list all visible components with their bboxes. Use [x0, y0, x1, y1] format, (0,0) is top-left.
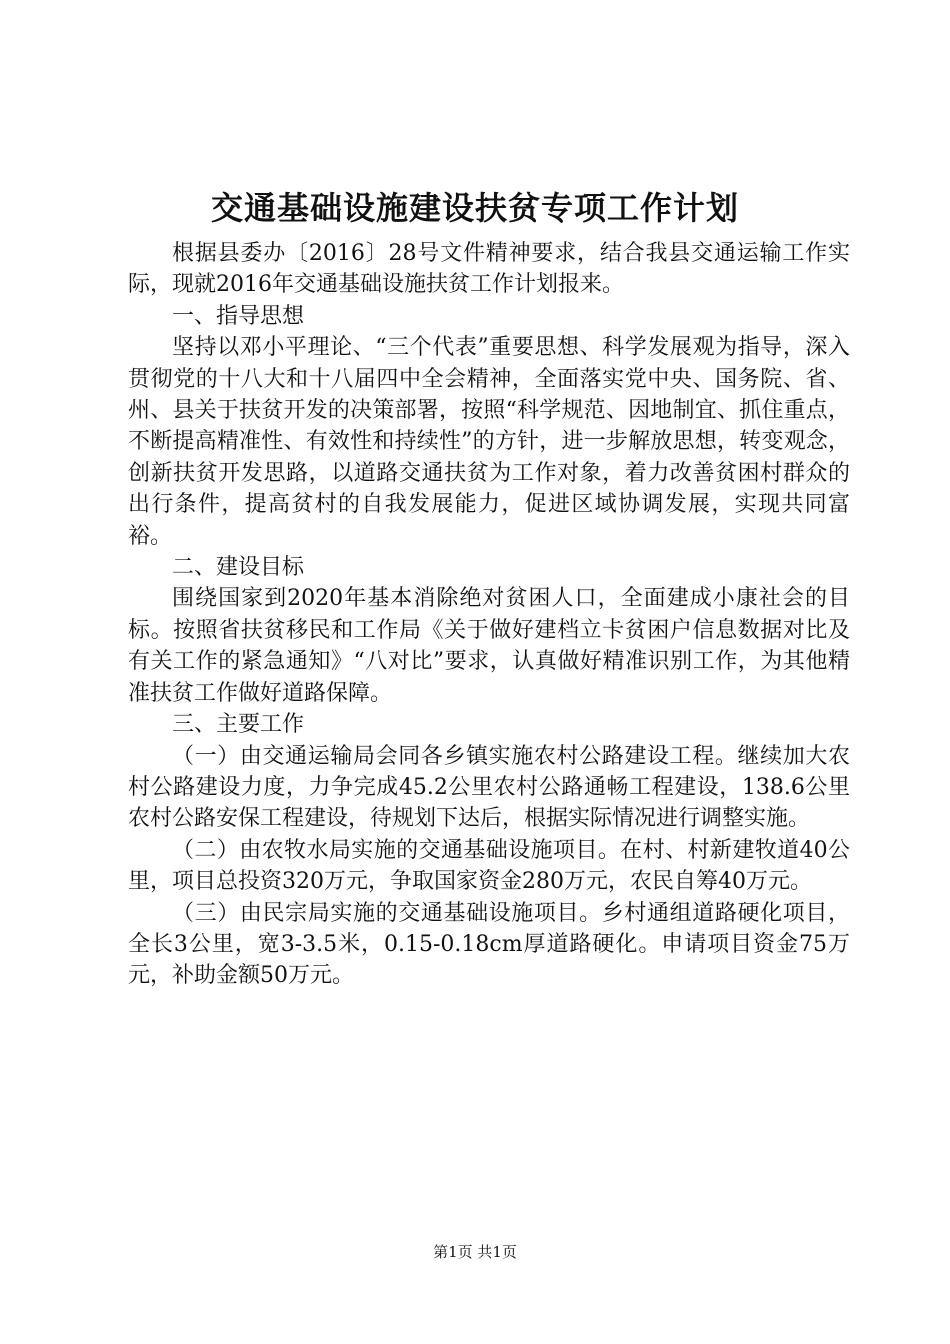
page-footer: 第1页 共1页 — [433, 1243, 517, 1261]
main-work-item-1: （一）由交通运输局会同各乡镇实施农村公路建设工程。继续加大农村公路建设力度，力争完成45.2公里农村公路通畅工程建设，138.6公里农村公路安保工程建设，待规划下达后，根据实际情况进行调整实施。 — [128, 743, 850, 832]
section-heading-guiding-ideology: 一、指导思想 — [172, 303, 305, 329]
main-work-item-2: （二）由农牧水局实施的交通基础设施项目。在村、村新建牧道40公里，项目总投资320万元，争取国家资金280万元，农民自筹40万元。 — [128, 837, 850, 895]
construction-goals-paragraph: 围绕国家到2020年基本消除绝对贫困人口，全面建成小康社会的目标。按照省扶贫移民和工作局《关于做好建档立卡贫困户信息数据对比及有关工作的紧急通知》“八对比”要求，认真做好精准识别工作，为其他精准扶贫工作做好道路保障。 — [128, 586, 850, 706]
intro-paragraph: 根据县委办〔2016〕28号文件精神要求，结合我县交通运输工作实际，现就2016年交通基础设施扶贫工作计划报来。 — [128, 241, 850, 298]
section-heading-main-work: 三、主要工作 — [172, 712, 305, 738]
main-work-item-3: （三）由民宗局实施的交通基础设施项目。乡村通组道路硬化项目，全长3公里，宽3-3.5米，0.15-0.18cm厚道路硬化。申请项目资金75万元，补助金额50万元。 — [128, 900, 850, 989]
document-title: 交通基础设施建设扶贫专项工作计划 — [210, 189, 739, 227]
guiding-ideology-paragraph: 坚持以邓小平理论、“三个代表”重要思想、科学发展观为指导，深入贯彻党的十八大和十八届四中全会精神，全面落实党中央、国务院、省、州、县关于扶贫开发的决策部署，按照“科学规范、因地制宜、抓住重点，不断提高精准性、有效性和持续性”的方针，进一步解放思想，转变观念，创新扶贫开发思路，以道路交通扶贫为工作对象，着力改善贫困村群众的出行条件，提高贫村的自我发展能力，促进区域协调发展，实现共同富裕。 — [128, 335, 850, 549]
document-body — [128, 238, 850, 992]
section-heading-construction-goals: 二、建设目标 — [172, 555, 305, 581]
